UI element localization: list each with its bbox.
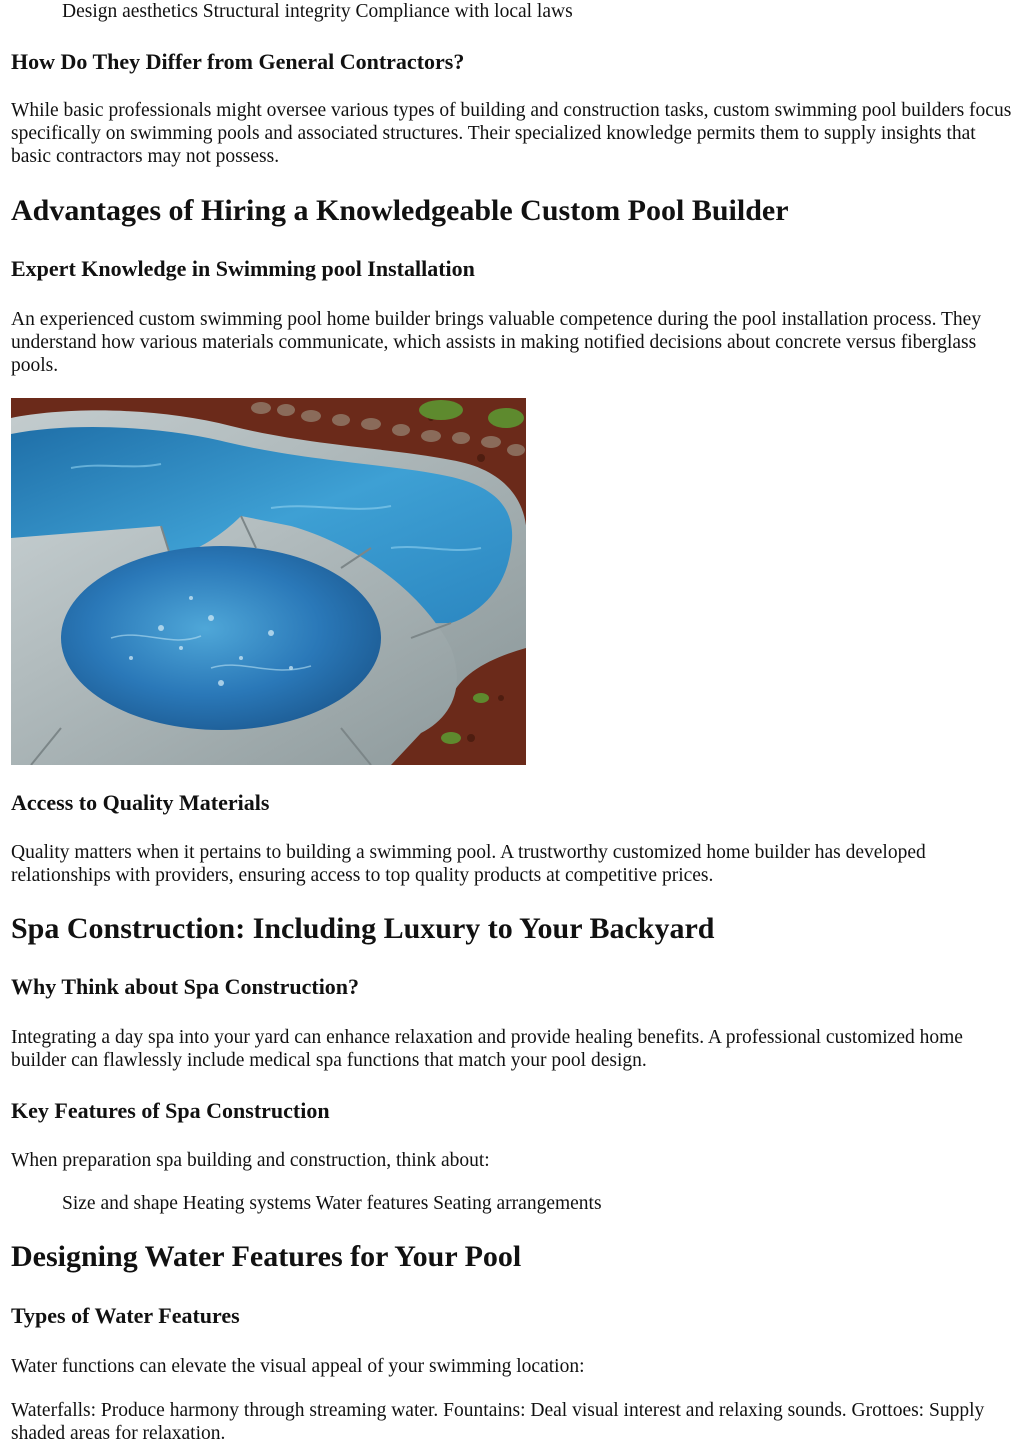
paragraph-quality-materials: Quality matters when it pertains to building a swimming pool. A trustworthy customized home builder has developed relationships with providers, ensuring access to top quality products at competitive prices. xyxy=(11,842,926,886)
heading-why-spa: Why Think about Spa Construction? xyxy=(11,974,360,999)
heading-key-features: Key Features of Spa Construction xyxy=(11,1098,330,1123)
paragraph-why-spa: Integrating a day spa into your yard can enhance relaxation and provide healing benefits. A professional customized home builder can flawlessly include medical spa functions that match your pool design. xyxy=(11,1027,963,1071)
paragraph-differ: While basic professionals might oversee various types of building and construction tasks, custom swimming pool builders focus specifically on swimming pools and associated structures. Their specialized knowledge permits them to supply insights that basic contractors may not possess. xyxy=(11,100,1012,167)
heading-spa-construction: Spa Construction: Including Luxury to Your Backyard xyxy=(11,912,715,945)
heading-quality-materials: Access to Quality Materials xyxy=(11,790,270,815)
heading-differ: How Do They Differ from General Contractors? xyxy=(11,49,465,74)
spa-feature-list: Size and shape Heating systems Water features Seating arrangements xyxy=(62,1193,602,1214)
paragraph-water-feature-list: Waterfalls: Produce harmony through streaming water. Fountains: Deal visual interest and relaxing sounds. Grottoes: Supply shaded areas for relaxation. xyxy=(11,1400,985,1444)
pool-spa-photo xyxy=(11,398,526,765)
intro-feature-list: Design aesthetics Structural integrity Compliance with local laws xyxy=(62,1,573,22)
heading-types-water-features: Types of Water Features xyxy=(11,1303,240,1328)
paragraph-key-features: When preparation spa building and construction, think about: xyxy=(11,1150,490,1171)
heading-expert-knowledge: Expert Knowledge in Swimming pool Installation xyxy=(11,256,475,281)
heading-advantages: Advantages of Hiring a Knowledgeable Custom Pool Builder xyxy=(11,194,789,227)
heading-water-features: Designing Water Features for Your Pool xyxy=(11,1240,522,1273)
paragraph-expert-knowledge: An experienced custom swimming pool home builder brings valuable competence during the pool installation process. They understand how various materials communicate, which assists in making notified decisions about concrete versus fiberglass pools. xyxy=(11,309,982,376)
paragraph-types-intro: Water functions can elevate the visual appeal of your swimming location: xyxy=(11,1356,585,1377)
